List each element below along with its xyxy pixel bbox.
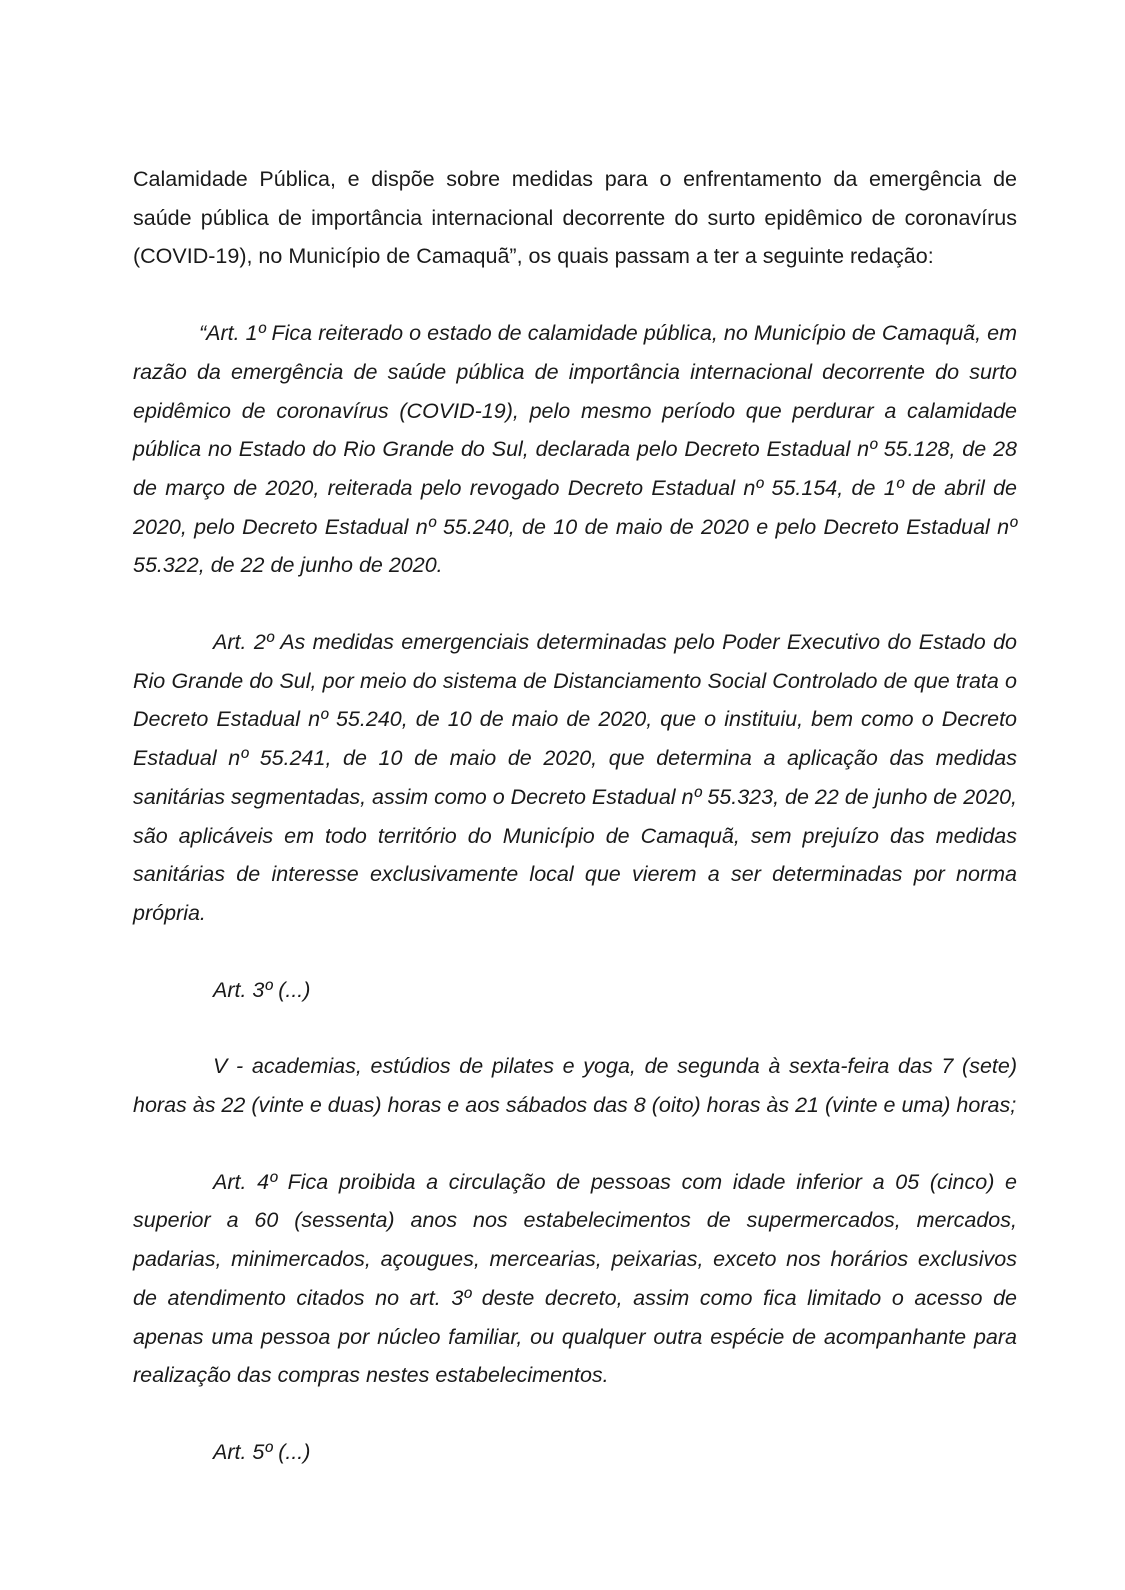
paragraph-art-5: Art. 5º (...) <box>213 1439 311 1464</box>
paragraph-art-4: Art. 4º Fica proibida a circulação de pessoas com idade inferior a 05 (cinco) e superior a 60 (sessenta) anos nos estabelecimentos de supermercados, mercados, padarias, minimercados, açougues, mercearias, peixarias, exceto nos horários exclusivos de atendimento citados no art. 3º deste decreto, assim como fica limitado o acesso de apenas uma pessoa por núcleo familiar, ou qualquer outra espécie de acompanhante para realização das compras nestes estabelecimentos. <box>133 1169 1017 1388</box>
paragraph-intro: Calamidade Pública, e dispõe sobre medidas para o enfrentamento da emergência de saúde pública de importância internacional decorrente do surto epidêmico de coronavírus (COVID-19), no Município de Camaquã”, os quais passam a ter a seguinte redação: <box>133 167 1017 269</box>
paragraph-item-v: V - academias, estúdios de pilates e yoga, de segunda à sexta-feira das 7 (sete) horas às 22 (vinte e duas) horas e aos sábados das 8 (oito) horas às 21 (vinte e uma) horas; <box>133 1054 1017 1118</box>
paragraph-art-3: Art. 3º (...) <box>213 977 311 1002</box>
document-body <box>133 160 1017 1472</box>
paragraph-art-2: Art. 2º As medidas emergenciais determinadas pelo Poder Executivo do Estado do Rio Grande do Sul, por meio do sistema de Distanciamento Social Controlado de que trata o Decreto Estadual nº 55.240, de 10 de maio de 2020, que o instituiu, bem como o Decreto Estadual nº 55.241, de 10 de maio de 2020, que determina a aplicação das medidas sanitárias segmentadas, assim como o Decreto Estadual nº 55.323, de 22 de junho de 2020, são aplicáveis em todo território do Município de Camaquã, sem prejuízo das medidas sanitárias de interesse exclusivamente local que vierem a ser determinadas por norma própria. <box>133 630 1017 925</box>
paragraph-art-1: “Art. 1º Fica reiterado o estado de calamidade pública, no Município de Camaquã, em razão da emergência de saúde pública de importância internacional decorrente do surto epidêmico de coronavírus (COVID-19), pelo mesmo período que perdurar a calamidade pública no Estado do Rio Grande do Sul, declarada pelo Decreto Estadual nº 55.128, de 28 de março de 2020, reiterada pelo revogado Decreto Estadual nº 55.154, de 1º de abril de 2020, pelo Decreto Estadual nº 55.240, de 10 de maio de 2020 e pelo Decreto Estadual nº 55.322, de 22 de junho de 2020. <box>133 321 1017 578</box>
